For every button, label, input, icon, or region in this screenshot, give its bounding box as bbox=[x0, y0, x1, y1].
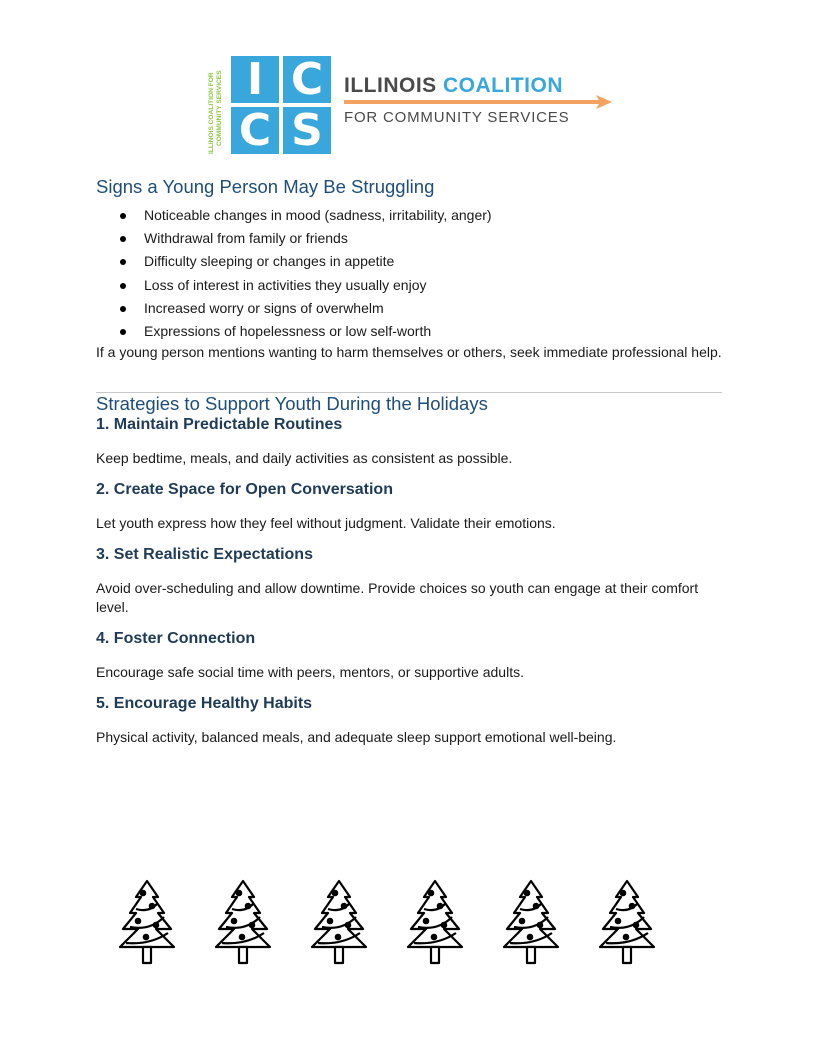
logo-subtitle: FOR COMMUNITY SERVICES bbox=[344, 109, 570, 126]
list-item: Increased worry or signs of overwhelm bbox=[96, 297, 724, 320]
christmas-tree-icon bbox=[596, 879, 658, 967]
signs-list bbox=[96, 204, 724, 343]
tree-row bbox=[116, 879, 676, 969]
christmas-tree-icon bbox=[500, 879, 562, 967]
strategy-heading: 5. Encourage Healthy Habits bbox=[96, 695, 313, 713]
christmas-tree-icon bbox=[212, 879, 274, 967]
strategies-title: Strategies to Support Youth During the Holidays bbox=[96, 393, 488, 415]
christmas-tree-icon bbox=[308, 879, 370, 967]
strategy-text: Physical activity, balanced meals, and adequate sleep support emotional well-being. bbox=[96, 729, 617, 746]
logo-letter-s: S bbox=[283, 107, 331, 154]
safety-note: If a young person mentions wanting to harm themselves or others, seek immediate professional help. bbox=[96, 344, 722, 361]
strategy-text: Let youth express how they feel without judgment. Validate their emotions. bbox=[96, 515, 556, 532]
logo-letter-c-2: C bbox=[231, 107, 279, 154]
strategy-text: Keep bedtime, meals, and daily activities as consistent as possible. bbox=[96, 450, 513, 467]
list-item: Difficulty sleeping or changes in appetite bbox=[96, 250, 724, 273]
list-item: Withdrawal from family or friends bbox=[96, 227, 724, 250]
list-item: Noticeable changes in mood (sadness, irritability, anger) bbox=[96, 204, 724, 227]
logo-letter-c: C bbox=[283, 56, 331, 103]
main-content bbox=[96, 176, 724, 747]
logo-letter-grid bbox=[231, 56, 331, 154]
logo-letter-i: I bbox=[231, 56, 279, 103]
list-item: Loss of interest in activities they usually enjoy bbox=[96, 274, 724, 297]
list-item: Expressions of hopelessness or low self-worth bbox=[96, 320, 724, 343]
strategy-text: Avoid over-scheduling and allow downtime. Provide choices so youth can engage at their comfort level. bbox=[96, 580, 699, 616]
svg-text:ILLINOIS COALITION FOR: ILLINOIS COALITION FOR COMMUNITY SERVICES bbox=[208, 70, 223, 154]
strategy-text: Encourage safe social time with peers, mentors, or supportive adults. bbox=[96, 664, 524, 681]
christmas-tree-icon bbox=[404, 879, 466, 967]
christmas-tree-icon bbox=[116, 879, 178, 967]
logo-vertical-text bbox=[204, 56, 226, 154]
logo-name-part2: COALITION bbox=[443, 74, 564, 97]
signs-title: Signs a Young Person May Be Struggling bbox=[96, 176, 435, 197]
strategy-heading: 2. Create Space for Open Conversation bbox=[96, 481, 393, 499]
iccs-logo bbox=[204, 56, 624, 156]
strategy-heading: 4. Foster Connection bbox=[96, 630, 256, 648]
logo-name-part1: ILLINOIS bbox=[344, 74, 437, 97]
strategy-heading: 1. Maintain Predictable Routines bbox=[96, 416, 343, 434]
strategy-heading: 3. Set Realistic Expectations bbox=[96, 546, 313, 564]
logo-arrow-icon bbox=[344, 94, 614, 110]
